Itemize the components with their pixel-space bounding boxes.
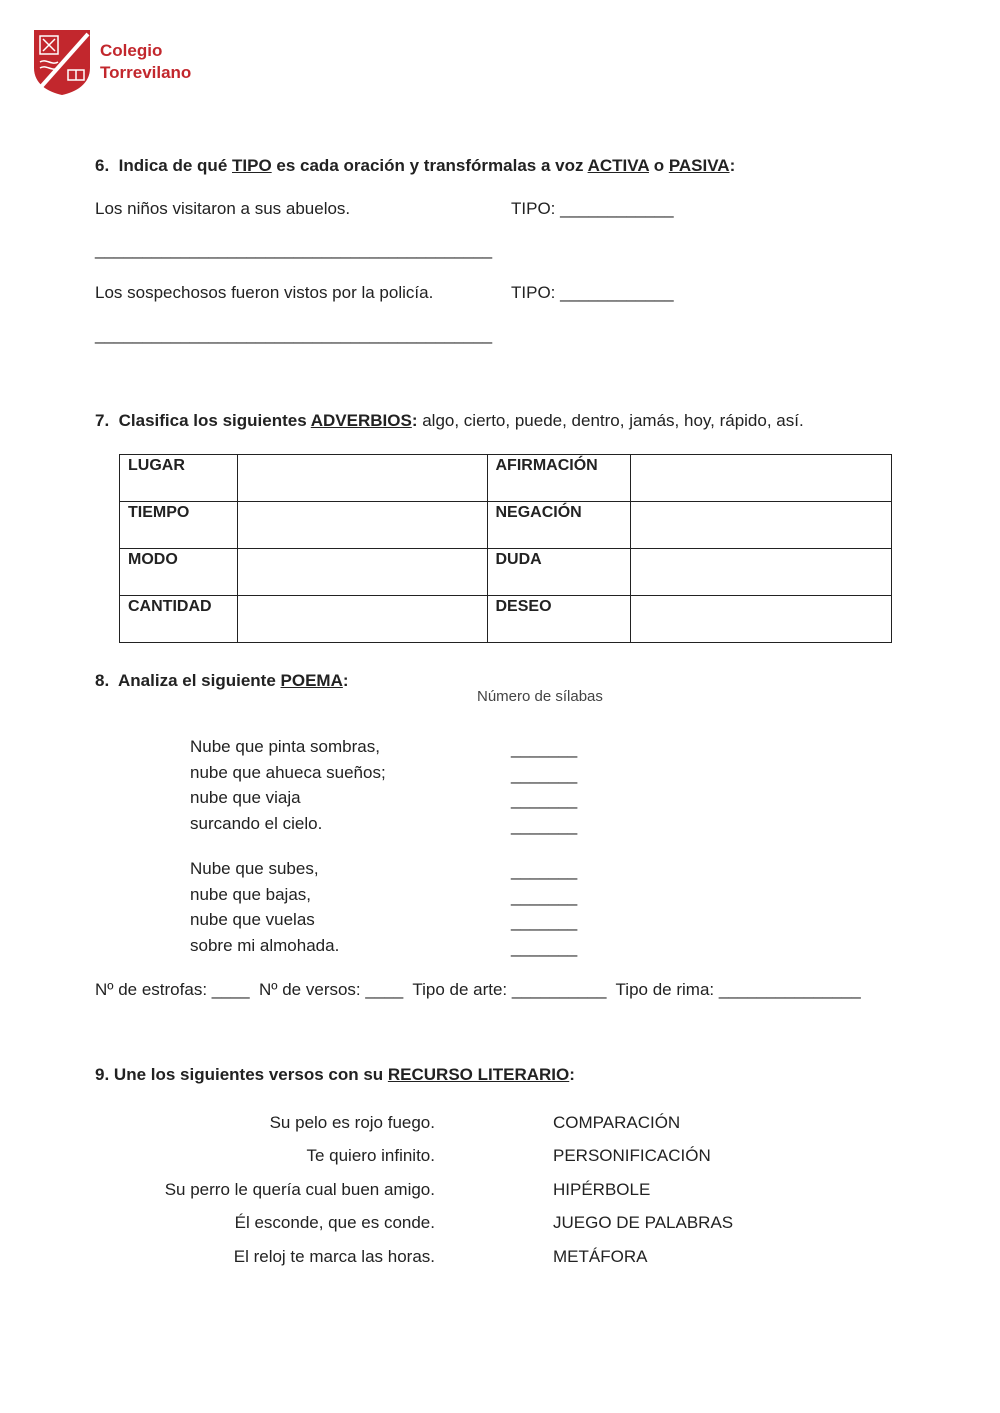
school-name-line2: Torrevilano [100, 63, 192, 82]
poem-verse: nube que ahueca sueños; [190, 762, 386, 782]
q9-number: 9. [95, 1065, 110, 1084]
answer-cell-afirmacion[interactable] [631, 455, 892, 502]
table-row [120, 549, 892, 596]
verse-item[interactable]: Su pelo es rojo fuego. [269, 1113, 435, 1132]
school-logo-icon [32, 28, 92, 96]
q6-title-part: Indica de qué [118, 156, 232, 175]
q7-title-colon: : [411, 411, 418, 430]
q6-number: 6. [95, 156, 110, 175]
resource-item[interactable]: JUEGO DE PALABRAS [553, 1213, 734, 1233]
syllable-blank[interactable]: _______ [511, 937, 578, 957]
answer-cell-negacion[interactable] [631, 502, 892, 549]
q7-title [95, 411, 804, 431]
answer-cell-lugar[interactable] [237, 455, 487, 502]
category-duda: DUDA [487, 549, 631, 596]
poem-verse: Nube que subes, [190, 859, 319, 878]
poem-verse: nube que vuelas [190, 910, 315, 929]
q6-sentence-2: Los sospechosos fueron vistos por la policía. [95, 283, 434, 302]
category-negacion: NEGACIÓN [487, 502, 631, 549]
syllable-blank[interactable]: _______ [511, 861, 578, 880]
poem-analysis-footer[interactable]: Nº de estrofas: ____ Nº de versos: ____ Tipo de arte: __________ Tipo de rima: _______________ [95, 980, 861, 999]
syllable-blanks-stanza-2 [511, 858, 577, 960]
category-cantidad: CANTIDAD [120, 596, 238, 643]
resource-item[interactable]: METÁFORA [553, 1246, 648, 1266]
school-name [100, 40, 191, 84]
q8-title [95, 671, 349, 691]
verse-item[interactable]: Te quiero infinito. [306, 1146, 435, 1166]
poem-verse: sobre mi almohada. [190, 935, 340, 955]
q9-title-recurso: RECURSO LITERARIO [387, 1065, 570, 1084]
syllable-blank[interactable]: _______ [511, 739, 578, 758]
category-modo: MODO [120, 549, 238, 596]
q8-title-poema: POEMA [280, 671, 343, 690]
poem-verse: nube que viaja [190, 788, 301, 807]
syllable-blank[interactable]: _______ [511, 886, 578, 906]
q6-tipo-blank-2[interactable]: TIPO: ____________ [511, 283, 674, 302]
table-row [120, 502, 892, 549]
adverbs-table [119, 454, 892, 643]
q6-sentence-1: Los niños visitaron a sus abuelos. [95, 199, 351, 218]
resource-item[interactable]: PERSONIFICACIÓN [553, 1146, 711, 1166]
q8-title-colon: : [342, 671, 349, 690]
syllable-blank[interactable]: _______ [511, 764, 578, 784]
poem-stanza-2 [190, 856, 339, 958]
answer-cell-duda[interactable] [631, 549, 892, 596]
poem-verse: Nube que pinta sombras, [190, 737, 380, 756]
q8-title-text: Analiza el siguiente [118, 671, 281, 690]
answer-cell-deseo[interactable] [631, 596, 892, 643]
q6-title-activa: ACTIVA [587, 156, 649, 175]
q6-title-pasiva: PASIVA [668, 156, 730, 175]
school-name-line1: Colegio [100, 41, 163, 60]
q9-title-colon: : [569, 1065, 575, 1084]
category-afirmacion: AFIRMACIÓN [487, 455, 631, 502]
poem-verse: surcando el cielo. [190, 813, 323, 833]
q6-answer-line-1[interactable]: __________________________________________ [95, 240, 493, 259]
verse-item[interactable]: El reloj te marca las horas. [233, 1246, 435, 1266]
q9-title [95, 1065, 575, 1085]
category-tiempo: TIEMPO [120, 502, 238, 549]
syllables-header: Número de sílabas [477, 688, 603, 705]
resource-item[interactable]: HIPÉRBOLE [553, 1179, 651, 1199]
q6-title-tipo: TIPO [232, 156, 272, 175]
q7-number: 7. [95, 411, 110, 430]
syllable-blank[interactable]: _______ [511, 912, 578, 931]
syllable-blank[interactable]: _______ [511, 815, 578, 835]
q6-title [95, 156, 735, 176]
verse-item[interactable]: Su perro le quería cual buen amigo. [164, 1179, 435, 1199]
q6-tipo-blank-1[interactable]: TIPO: ____________ [511, 199, 674, 218]
syllable-blanks-stanza-1 [511, 736, 577, 838]
resource-item[interactable]: COMPARACIÓN [553, 1113, 681, 1132]
poem-stanza-1 [190, 734, 386, 836]
q6-title-part: : [729, 156, 736, 175]
syllable-blank[interactable]: _______ [511, 790, 578, 809]
answer-cell-tiempo[interactable] [237, 502, 487, 549]
table-row [120, 455, 892, 502]
poem-verse: nube que bajas, [190, 884, 311, 904]
q6-title-part: es cada oración y transfórmalas a voz [271, 156, 588, 175]
category-lugar: LUGAR [120, 455, 238, 502]
q8-number: 8. [95, 671, 110, 690]
q7-title-adverbios: ADVERBIOS [310, 411, 412, 430]
q6-answer-line-2[interactable]: __________________________________________ [95, 325, 493, 344]
answer-cell-modo[interactable] [237, 549, 487, 596]
q7-word-list: algo, cierto, puede, dentro, jamás, hoy, rápido, así. [417, 411, 804, 430]
answer-cell-cantidad[interactable] [237, 596, 487, 643]
category-deseo: DESEO [487, 596, 631, 643]
table-row [120, 596, 892, 643]
q9-resources-column [553, 1106, 733, 1273]
q9-title-text: Une los siguientes versos con su [109, 1065, 388, 1084]
q7-title-text: Clasifica los siguientes [118, 411, 311, 430]
q9-verses-column [100, 1106, 435, 1273]
verse-item[interactable]: Él esconde, que es conde. [234, 1213, 435, 1233]
q6-title-part: o [648, 156, 669, 175]
